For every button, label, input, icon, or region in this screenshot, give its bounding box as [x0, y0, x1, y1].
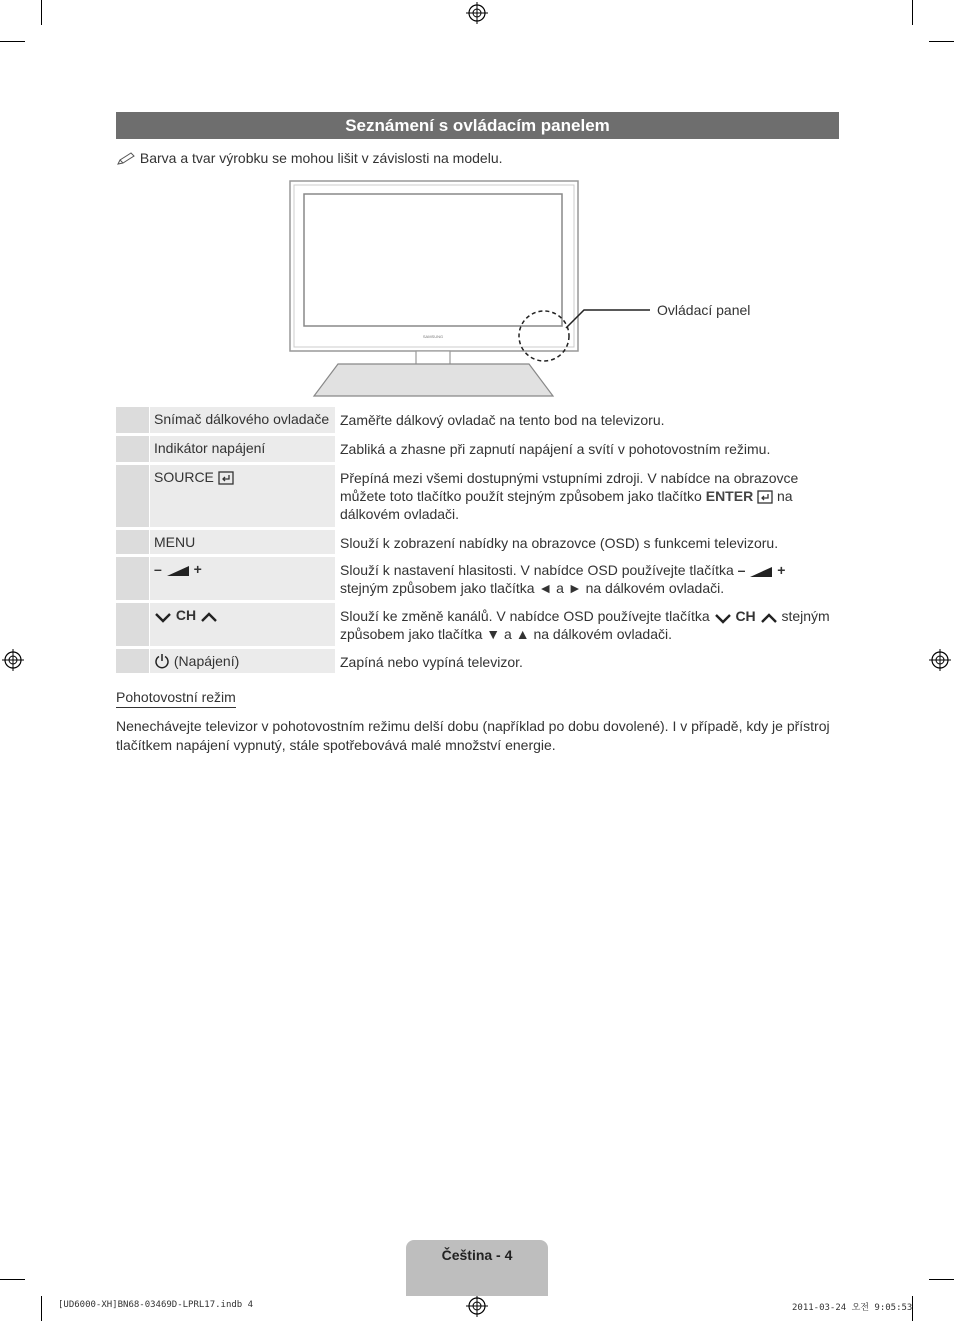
pencil-icon — [116, 152, 136, 166]
tv-logo: SAMSUNG — [422, 334, 444, 339]
table-row-marker — [116, 557, 149, 600]
table-cell-label — [149, 465, 335, 527]
table-row — [116, 603, 839, 649]
desc-text: Přepíná mezi všemi dostupnými vstupními zdroji. V nabídce na obrazovce můžete toto tlačítko použít stejným způsobem jako tlačítko — [340, 470, 799, 504]
ch-label: CH — [735, 608, 756, 624]
table-cell-label: Snímač dálkového ovladače — [149, 407, 335, 433]
control-table — [116, 407, 839, 676]
enter-icon — [757, 490, 773, 504]
registration-mark-icon — [466, 2, 488, 24]
table-row-marker — [116, 407, 149, 433]
desc-text: stejným způsobem jako tlačítka ▼ a ▲ na dálkovém ovladači. — [340, 608, 830, 642]
table-row-marker — [116, 603, 149, 646]
table-cell-desc: Zapíná nebo vypíná televizor. — [340, 654, 523, 670]
table-cell-desc: Zaměřte dálkový ovladač na tento bod na televizoru. — [340, 412, 665, 428]
table-cell-desc — [335, 465, 839, 527]
standby-text: Nenechávejte televizor v pohotovostním režimu delší dobu (například po dobu dovolené). I v případě, kdy je přístroj tlačítkem napájení vypnutý, stále spotřebovává malé množství energie. — [116, 718, 830, 753]
source-label: SOURCE — [154, 469, 214, 485]
power-icon — [154, 653, 170, 669]
channel-up-icon — [760, 612, 778, 624]
table-row — [116, 407, 839, 436]
table-row — [116, 649, 839, 676]
note-text: Barva a tvar výrobku se mohou lišit v závislosti na modelu. — [139, 150, 503, 166]
table-cell-desc — [335, 557, 839, 600]
crop-mark — [912, 0, 913, 25]
section-title: Seznámení s ovládacím panelem — [116, 112, 839, 139]
table-row-marker — [116, 465, 149, 527]
registration-mark-icon — [929, 649, 951, 671]
table-cell-label: MENU — [149, 530, 335, 554]
standby-heading: Pohotovostní režim — [116, 689, 236, 708]
ch-label: CH — [175, 607, 197, 623]
table-row — [116, 530, 839, 557]
channel-up-icon — [200, 611, 218, 623]
table-cell-desc: Slouží k zobrazení nabídky na obrazovce (OSD) s funkcemi televizoru. — [340, 535, 779, 551]
crop-mark — [41, 1296, 42, 1321]
table-row — [116, 557, 839, 603]
table-cell-desc — [335, 603, 839, 646]
plus-symbol: + — [777, 562, 786, 578]
page-number: Čeština - 4 — [441, 1247, 513, 1263]
desc-text: stejným způsobem jako tlačítka ◄ a ► na dálkovém ovladači. — [340, 580, 725, 596]
crop-mark — [929, 41, 954, 42]
table-cell-label — [149, 557, 335, 600]
table-row-marker — [116, 649, 149, 673]
enter-label: ENTER — [705, 488, 754, 504]
channel-down-icon — [714, 612, 732, 624]
callout-label: Ovládací panel — [657, 302, 751, 318]
table-cell-desc: Zabliká a zhasne při zapnutí napájení a svítí v pohotovostním režimu. — [340, 441, 771, 457]
source-icon — [218, 471, 234, 485]
tv-illustration — [288, 180, 668, 400]
minus-symbol: – — [154, 561, 162, 577]
plus-symbol: + — [193, 561, 202, 577]
table-cell-label: Indikátor napájení — [149, 436, 335, 462]
crop-mark — [0, 1279, 25, 1280]
slug-date: 2011-03-24 오전 9:05:53 — [792, 1303, 913, 1313]
power-label: (Napájení) — [173, 653, 240, 669]
table-row — [116, 436, 839, 465]
desc-text: Slouží k nastavení hlasitosti. V nabídce OSD používejte tlačítka — [340, 562, 738, 578]
minus-symbol: – — [737, 562, 746, 578]
crop-mark — [41, 0, 42, 25]
crop-mark — [929, 1279, 954, 1280]
crop-mark — [0, 41, 25, 42]
note — [116, 150, 503, 166]
table-row-marker — [116, 436, 149, 462]
volume-icon — [749, 566, 773, 578]
volume-icon — [166, 565, 190, 577]
table-cell-label — [149, 649, 335, 673]
table-row — [116, 465, 839, 530]
desc-text: Slouží ke změně kanálů. V nabídce OSD používejte tlačítka — [340, 608, 714, 624]
slug-file: [UD6000-XH]BN68-03469D-LPRL17.indb 4 — [58, 1300, 254, 1310]
desc-text: na dálkovém ovladači. — [340, 488, 793, 522]
channel-down-icon — [154, 611, 172, 623]
registration-mark-icon — [2, 649, 24, 671]
table-row-marker — [116, 530, 149, 554]
registration-mark-icon — [466, 1295, 488, 1317]
table-cell-label — [149, 603, 335, 646]
